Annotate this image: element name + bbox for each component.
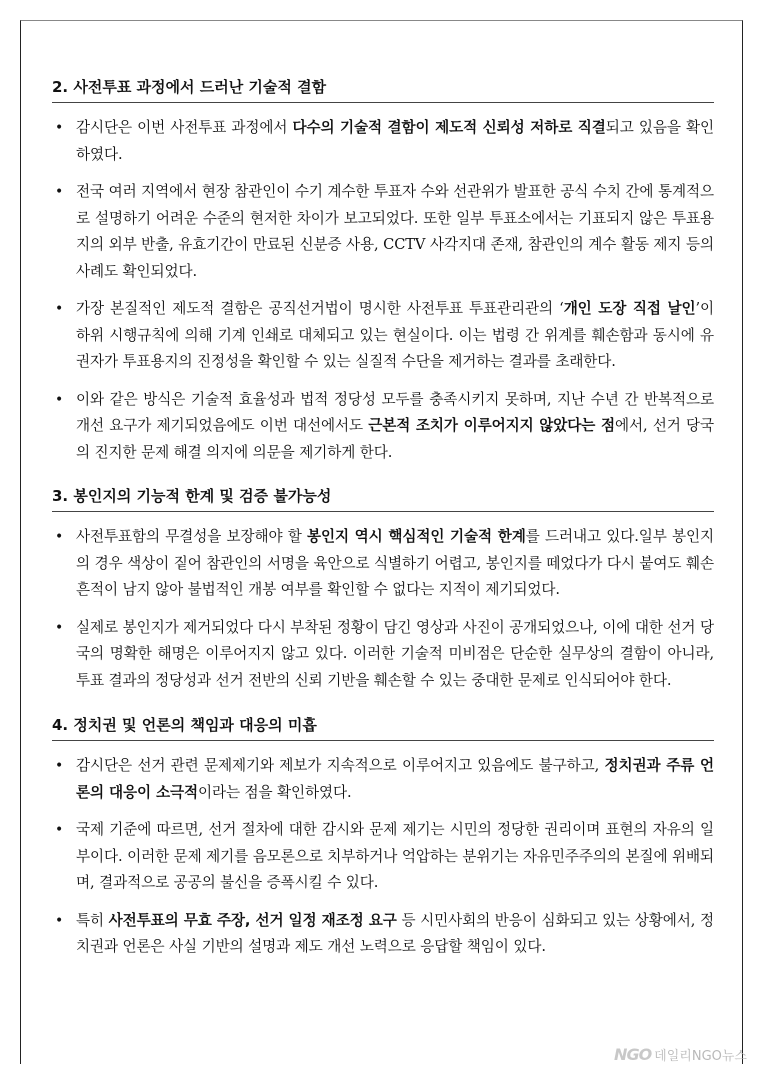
body-text: 이와 같은 방식은 기술적 효율성과 법적 정당성 모두를 충족시키지 못하며, 지난 수년 간 반복적으로 개선 요구가 제기되었음에도 이번 대선에서도: [76, 390, 714, 434]
body-text: 되고 있음을 확인하였다.: [76, 119, 715, 163]
section-2: [52, 76, 714, 466]
watermark-text: 데일리NGO뉴스: [654, 1049, 747, 1064]
bullet-item: [52, 524, 714, 604]
body-text: 에서, 선거 당국의 진지한 문제 해결 의지에 의문을 제기하게 한다.: [76, 417, 714, 461]
section-4: [52, 714, 714, 961]
section-3: [52, 485, 714, 694]
bullet-icon: •: [55, 184, 64, 200]
section-heading: 3. 봉인지의 기능적 한계 및 검증 불가능성: [52, 485, 714, 512]
body-text: 등 시민사회의 반응이 심화되고 있는 상황에서, 정치권과 언론은 사실 기반의 설명과 제도 개선 노력으로 응답할 책임이 있다.: [76, 911, 714, 955]
bullet-item: [52, 387, 714, 467]
body-text: 전국 여러 지역에서 현장 참관인이 수기 계수한 투표자 수와 선관위가 발표한 공식 수치 간에 통계적으로 설명하기 어려운 수준의 현저한 차이가 보고되었다. 또한 일부 투표소에서는 기표되지 않은 투표용지의 외부 반출, 유효기간이 만료된 신분증 사용, CCTV 사각지대 존재, 참관인의 계수 활동 제지 등의 사례도 확인되었다.: [76, 183, 714, 280]
bullet-icon: •: [55, 120, 64, 136]
body-text: 이라는 점을 확인하였다.: [197, 783, 352, 801]
bullet-item: [52, 908, 714, 961]
body-text: 사전투표함의 무결성을 보장해야 할: [76, 528, 307, 545]
body-text: 를 드러내고 있다.일부 봉인지의 경우 색상이 짙어 참관인의 서명을 육안으로 식별하기 어렵고, 봉인지를 떼었다가 다시 붙여도 훼손 흔적이 남지 않아 불법적인 개봉 여부를 확인할 수 없다는 지적이 제기되었다.: [76, 528, 715, 598]
body-text: 특히: [76, 911, 109, 929]
bullet-icon: •: [55, 758, 64, 774]
emphasis-text: 봉인지 역시 핵심적인 기술적 한계: [306, 528, 526, 545]
body-text: 감시단은 선거 관련 문제제기와 제보가 지속적으로 이루어지고 있음에도 불구하고,: [76, 757, 605, 774]
bullet-icon: •: [55, 912, 64, 929]
bullet-list: [52, 524, 714, 694]
emphasis-text: 정치권과 주류 언론의 대응이 소극적: [76, 757, 715, 801]
emphasis-text: 사전투표의 무효 주장, 선거 일정 재조정 요구: [108, 911, 397, 929]
watermark-logo: NGO: [614, 1045, 652, 1064]
bullet-icon: •: [55, 619, 64, 636]
bullet-icon: •: [55, 301, 64, 317]
emphasis-text: 다수의 기술적 결함이 제도적 신뢰성 저하로 직결: [292, 119, 606, 136]
bullet-list: [52, 115, 714, 466]
watermark: [614, 1045, 747, 1064]
bullet-list: [52, 753, 714, 961]
bullet-item: [52, 753, 714, 806]
section-heading: 4. 정치권 및 언론의 책임과 대응의 미흡: [52, 714, 714, 741]
bullet-item: [52, 179, 714, 285]
bullet-item: [52, 817, 714, 897]
bullet-item: [52, 615, 714, 695]
section-heading: 2. 사전투표 과정에서 드러난 기술적 결함: [52, 76, 714, 103]
body-text: 가장 본질적인 제도적 결함은 공직선거법이 명시한 사전투표 투표관리관의 ‘: [76, 300, 564, 317]
emphasis-text: 근본적 조치가 이루어지지 않았다는 점: [368, 417, 615, 434]
body-text: 실제로 봉인지가 제거되었다 다시 부착된 정황이 담긴 영상과 사진이 공개되었으나, 이에 대한 선거 당국의 명확한 해명은 이루어지지 않고 있다. 이러한 기술적 미비점은 단순한 실무상의 결함이 아니라, 투표 결과의 정당성과 선거 전반의 신뢰 기반을 훼손할 수 있는 중대한 문제로 인식되어야 한다.: [76, 618, 714, 689]
emphasis-text: 개인 도장 직접 날인: [563, 300, 696, 317]
bullet-icon: •: [55, 529, 64, 545]
bullet-icon: •: [55, 822, 64, 838]
bullet-item: [52, 296, 714, 376]
bullet-icon: •: [55, 391, 64, 408]
document-body: [52, 76, 714, 972]
body-text: 국제 기준에 따르면, 선거 절차에 대한 감시와 문제 제기는 시민의 정당한 권리이며 표현의 자유의 일부이다. 이러한 문제 제기를 음모론으로 치부하거나 억압하는 분위기는 자유민주주의의 본질에 위배되며, 결과적으로 공공의 불신을 증폭시킬 수 있다.: [76, 821, 714, 891]
body-text: ’이 하위 시행규칙에 의해 기계 인쇄로 대체되고 있는 현실이다. 이는 법령 간 위계를 훼손함과 동시에 유권자가 투표용지의 진정성을 확인할 수 있는 실질적 수단을 제거하는 결과를 초래한다.: [76, 300, 714, 370]
body-text: 감시단은 이번 사전투표 과정에서: [76, 119, 293, 136]
bullet-item: [52, 115, 714, 168]
